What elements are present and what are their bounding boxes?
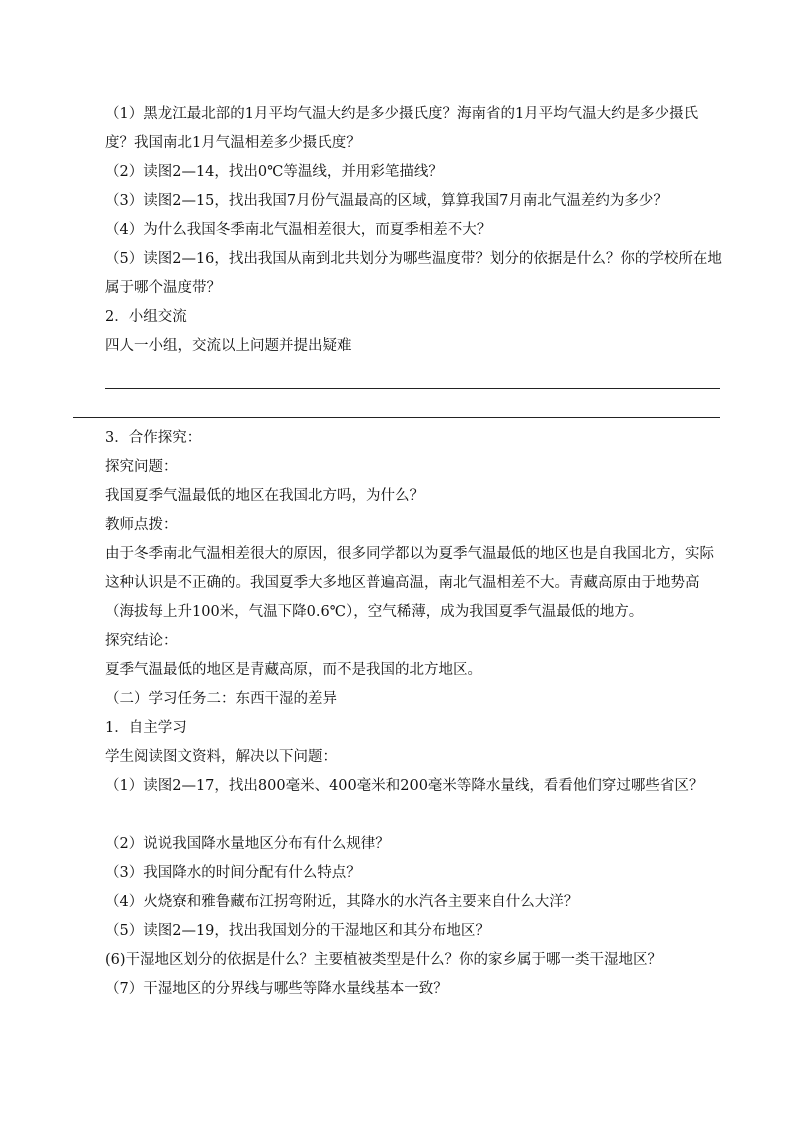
answer-line-1	[105, 388, 720, 389]
inquiry-question-label: 探究问题：	[105, 459, 178, 475]
precip-question-7: （7）干湿地区的分界线与哪些等降水量线基本一致？	[105, 981, 448, 997]
inquiry-question: 我国夏季气温最低的地区在我国北方吗，为什么？	[105, 488, 424, 504]
section-cooperative-inquiry: 3．合作探究：	[105, 430, 202, 446]
inquiry-conclusion-label: 探究结论：	[105, 633, 178, 649]
precip-question-3: （3）我国降水的时间分配有什么特点？	[105, 865, 361, 881]
teacher-guidance-text: 由于冬季南北气温相差很大的原因，很多同学都以为夏季气温最低的地区也是自我国北方，实际这种认识是不正确的。我国夏季大多地区普遍高温，南北气温相差不大。青藏高原由于地势高（海拔每上升100米，气温下降0.6℃），空气稀薄，成为我国夏季气温最低的地方。	[105, 546, 714, 620]
question-5: （5）读图2—16，找出我国从南到北共划分为哪些温度带？划分的依据是什么？你的学校所在地属于哪个温度带？	[105, 251, 722, 296]
precip-question-4: （4）火烧寮和雅鲁藏布江拐弯附近，其降水的水汽各主要来自什么大洋？	[105, 894, 579, 910]
question-3: （3）读图2—15，找出我国7月份气温最高的区域，算算我国7月南北气温差约为多少？	[105, 193, 668, 209]
precip-question-2: （2）说说我国降水量地区分布有什么规律？	[105, 836, 390, 852]
inquiry-conclusion: 夏季气温最低的地区是青藏高原，而不是我国的北方地区。	[105, 662, 482, 678]
section-self-study: 1．自主学习	[105, 720, 187, 736]
precip-question-1: （1）读图2—17，找出800毫米、400毫米和200毫米等降水量线，看看他们穿过哪些省区？	[105, 778, 704, 794]
section-group-discussion: 2．小组交流	[105, 309, 187, 325]
question-4: （4）为什么我国冬季南北气温相差很大，而夏季相差不大？	[105, 222, 492, 238]
precip-question-5: （5）读图2—19，找出我国划分的干湿地区和其分布地区？	[105, 923, 490, 939]
answer-line-2	[73, 417, 720, 418]
task-two-heading: （二）学习任务二：东西干湿的差异	[105, 691, 337, 707]
question-2: （2）读图2—14，找出0℃等温线，并用彩笔描线？	[105, 164, 443, 180]
self-study-intro: 学生阅读图文资料，解决以下问题：	[105, 749, 337, 765]
precip-question-6: (6)干湿地区划分的依据是什么？主要植被类型是什么？你的家乡属于哪一类干湿地区？	[105, 952, 663, 968]
teacher-guidance-label: 教师点拨：	[105, 517, 178, 533]
text-block-exploration	[73, 424, 725, 1004]
text-block-temperature-questions	[73, 100, 725, 361]
group-discussion-text: 四人一小组，交流以上问题并提出疑难	[105, 338, 352, 354]
question-1: （1）黑龙江最北部的1月平均气温大约是多少摄氏度？海南省的1月平均气温大约是多少摄氏度？我国南北1月气温相差多少摄氏度？	[105, 106, 699, 151]
